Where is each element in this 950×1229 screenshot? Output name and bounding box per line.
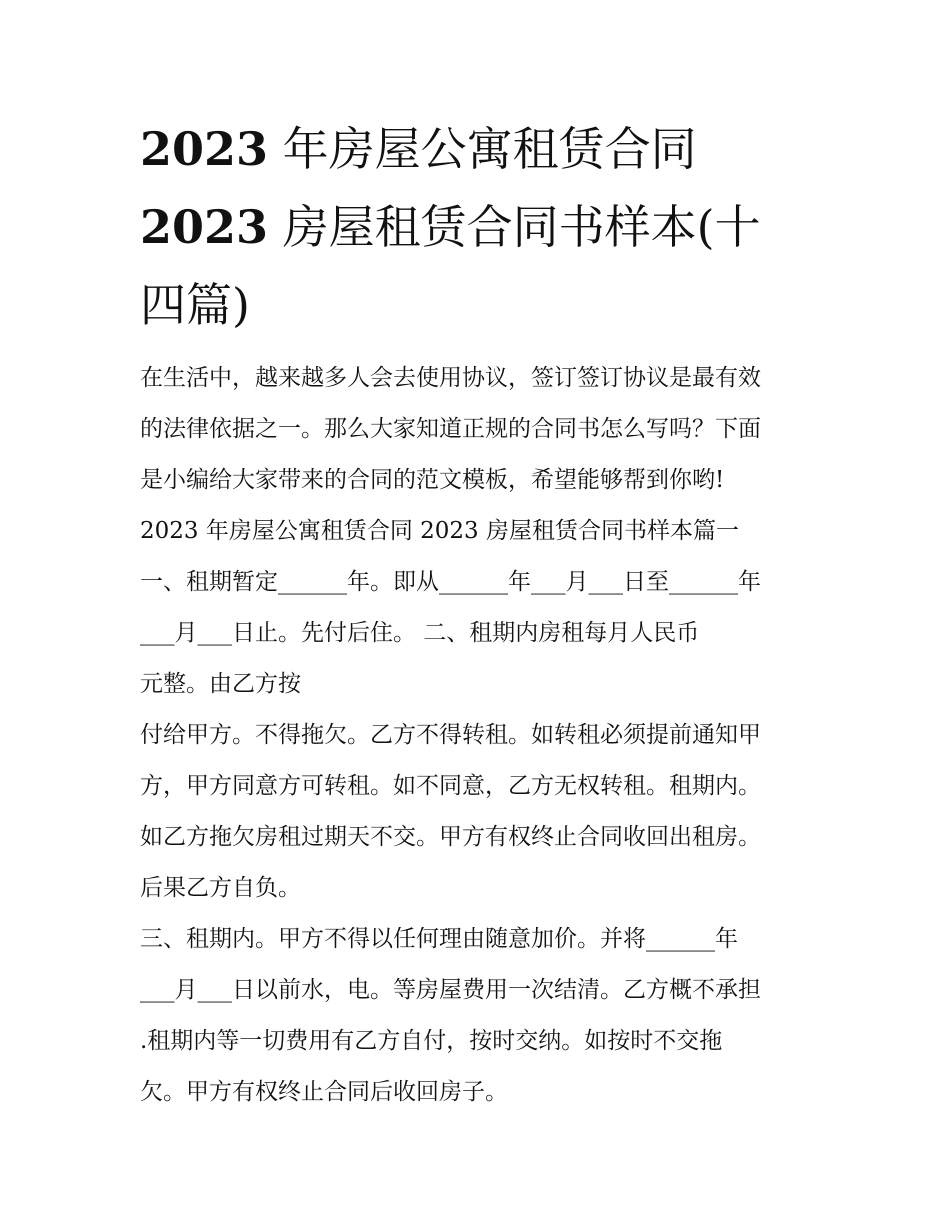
body-line-6: ___月___日止。先付后住。 二、租期内房租每月人民币 bbox=[140, 620, 700, 646]
body-line-12: 三、租期内。甲方不得以任何理由随意加价。并将______年 bbox=[140, 926, 738, 952]
body-line-3: 是小编给大家带来的合同的范文模板，希望能够帮到你哟! bbox=[140, 467, 725, 493]
document-title-line-3 bbox=[140, 268, 840, 342]
body-line-10: 如乙方拖欠房租过期天不交。甲方有权终止合同收回出租房。 bbox=[140, 824, 761, 850]
title-text-2: 房屋租赁合同书样本(十 bbox=[268, 200, 761, 254]
document-title-line-2 bbox=[140, 190, 840, 264]
title-year-1: 2023 bbox=[140, 122, 269, 176]
body-line-8: 付给甲方。不得拖欠。乙方不得转租。如转租必须提前通知甲 bbox=[140, 722, 761, 748]
section-heading-1: 2023 年房屋公寓租赁合同 2023 房屋租赁合同书样本篇一 bbox=[140, 518, 739, 544]
title-text-1: 年房屋公寓租赁合同 bbox=[268, 122, 697, 176]
body-line-13: ___月___日以前水，电。等房屋费用一次结清。乙方概不承担 bbox=[140, 977, 761, 1003]
body-line-2: 的法律依据之一。那么大家知道正规的合同书怎么写吗？下面 bbox=[140, 416, 761, 442]
body-line-15: 欠。甲方有权终止合同后收回房子。 bbox=[140, 1079, 508, 1105]
title-text-3: 四篇) bbox=[140, 278, 250, 332]
title-year-2: 2023 bbox=[140, 200, 269, 254]
body-line-5: 一、租期暂定______年。即从______年___月___日至______年 bbox=[140, 569, 761, 595]
body-line-7: 元整。由乙方按 bbox=[140, 671, 301, 697]
document-title-line-1 bbox=[140, 112, 840, 186]
body-line-11: 后果乙方自负。 bbox=[140, 875, 301, 901]
body-line-1: 在生活中，越来越多人会去使用协议，签订签订协议是最有效 bbox=[140, 365, 761, 391]
body-line-14: .租期内等一切费用有乙方自付，按时交纳。如按时不交拖 bbox=[140, 1028, 723, 1054]
body-line-9: 方，甲方同意方可转租。如不同意，乙方无权转租。租期内。 bbox=[140, 773, 761, 799]
